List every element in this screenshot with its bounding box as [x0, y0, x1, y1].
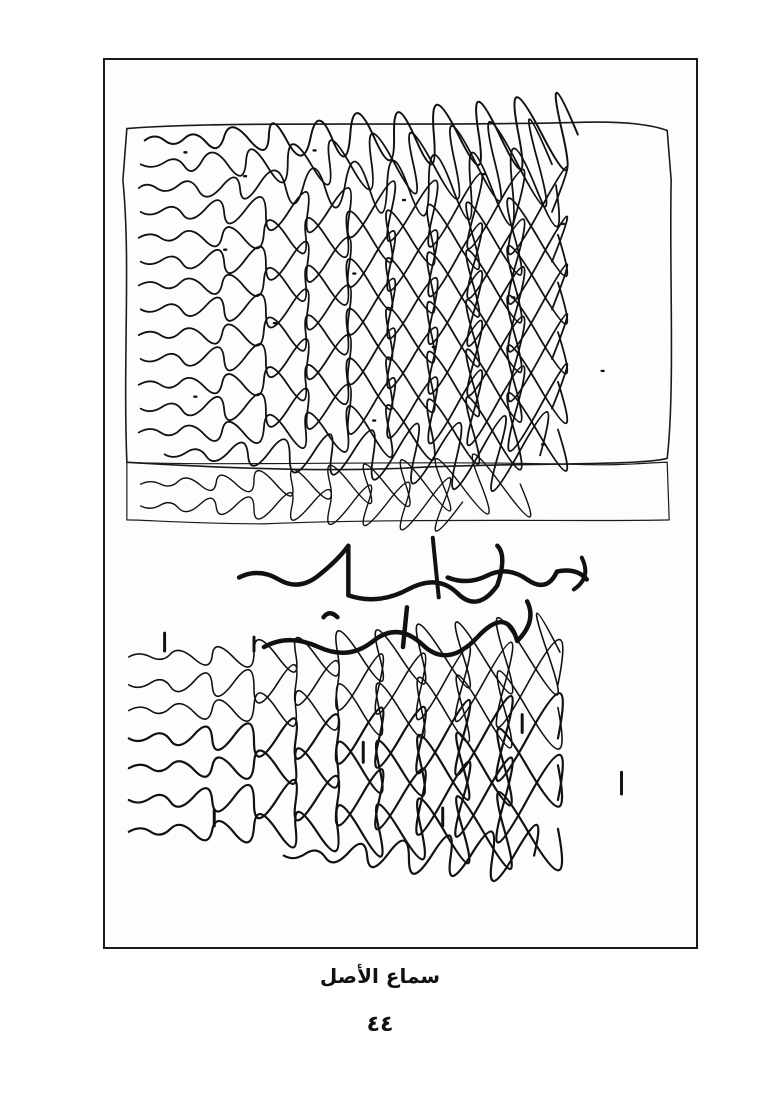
samaa-frame [123, 122, 672, 524]
title-calligraphy [239, 538, 587, 655]
page-number: ٤٤ [366, 1012, 394, 1037]
manuscript-plate [103, 58, 698, 949]
manuscript-image [105, 60, 696, 947]
handwriting-upper [139, 93, 604, 531]
handwriting-lower [129, 613, 622, 881]
figure-caption: سماع الأصل [319, 964, 441, 988]
